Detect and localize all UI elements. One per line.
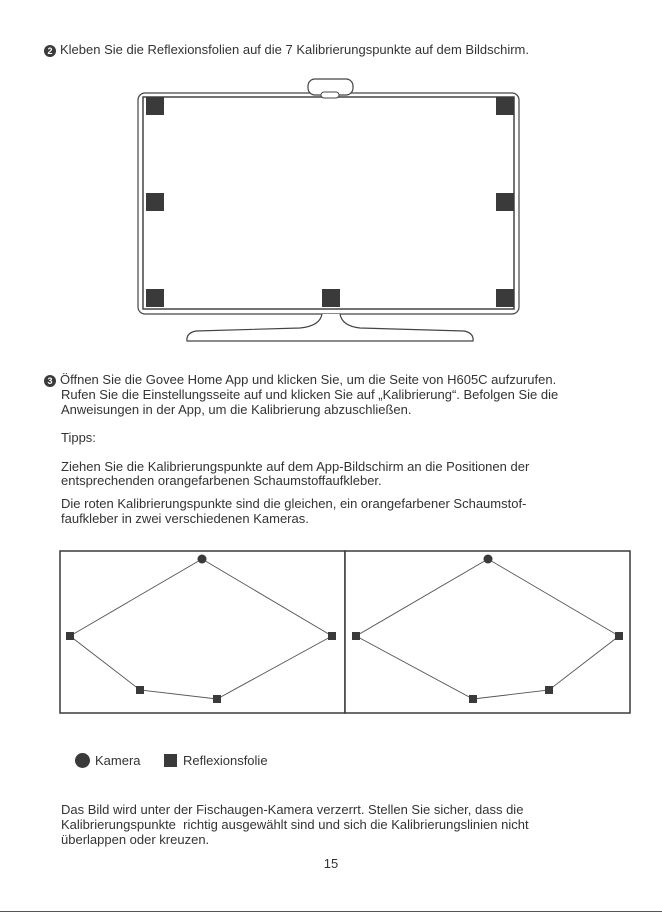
tv-screen bbox=[143, 97, 514, 309]
step-3-line-1: Öffnen Sie die Govee Home App und klicken Sie, um die Seite von H605C aufzurufen. bbox=[60, 372, 557, 387]
tv-illustration bbox=[130, 76, 536, 346]
step-2-number: 2 bbox=[44, 45, 56, 57]
legend-reflector bbox=[164, 753, 268, 769]
reflector-point-right-3 bbox=[545, 686, 553, 694]
tips-para-2-line-2: faufkleber in zwei verschiedenen Kameras. bbox=[61, 511, 309, 526]
step-3-line-2: Rufen Sie die Einstellungsseite auf und klicken Sie auf „Kalibrierung“. Befolgen Sie die bbox=[61, 387, 559, 402]
step-3-number: 3 bbox=[44, 375, 56, 387]
reflector-pad-top-left bbox=[146, 97, 164, 115]
legend-camera bbox=[75, 753, 141, 769]
reflector-pad-bottom-left bbox=[146, 289, 164, 307]
tv-stand bbox=[187, 314, 473, 341]
note-line-3: überlappen oder kreuzen. bbox=[61, 832, 210, 847]
reflector-pad-middle-left bbox=[146, 193, 164, 211]
step-3-line-3: Anweisungen in der App, um die Kalibrierung abzuschließen. bbox=[61, 402, 412, 417]
reflector-legend-icon bbox=[164, 754, 177, 767]
camera-view-left-frame bbox=[60, 551, 345, 713]
camera-legend-icon bbox=[75, 753, 90, 768]
reflector-pad-middle-right bbox=[496, 193, 514, 211]
reflector-point-left-4 bbox=[213, 695, 221, 703]
reflector-pad-bottom-right bbox=[496, 289, 514, 307]
step-2-text: Kleben Sie die Reflexionsfolien auf die 7 Kalibrierungspunkte auf dem Bildschirm. bbox=[60, 42, 529, 57]
note-line-2: Kalibrierungspunkte richtig ausgewählt sind und sich die Kalibrierungslinien nicht bbox=[61, 817, 529, 832]
reflector-point-left-1 bbox=[66, 632, 74, 640]
camera-dot-right bbox=[484, 555, 493, 564]
reflector-point-right-2 bbox=[615, 632, 623, 640]
note-line-1: Das Bild wird unter der Fischaugen-Kamera verzerrt. Stellen Sie sicher, dass die bbox=[61, 802, 524, 817]
reflector-pad-bottom-center bbox=[322, 289, 340, 307]
reflector-point-right-4 bbox=[469, 695, 477, 703]
bottom-rule bbox=[0, 911, 662, 912]
legend-camera-label: Kamera bbox=[95, 753, 141, 768]
camera-lens bbox=[321, 92, 339, 98]
reflector-point-left-3 bbox=[136, 686, 144, 694]
page-number: 15 bbox=[323, 856, 339, 871]
reflector-pad-top-right bbox=[496, 97, 514, 115]
camera-view-right-frame bbox=[345, 551, 630, 713]
reflector-point-right-1 bbox=[352, 632, 360, 640]
camera-dot-left bbox=[198, 555, 207, 564]
tips-para-1-line-2: entsprechenden orangefarbenen Schaumstoffaufkleber. bbox=[61, 473, 382, 488]
tips-para-1-line-1: Ziehen Sie die Kalibrierungspunkte auf dem App-Bildschirm an die Positionen der bbox=[61, 459, 530, 474]
legend-reflector-label: Reflexionsfolie bbox=[183, 753, 268, 768]
step-2 bbox=[44, 43, 529, 58]
tips-heading: Tipps: bbox=[61, 430, 96, 445]
step-3 bbox=[44, 373, 556, 388]
tips-para-2-line-1: Die roten Kalibrierungspunkte sind die gleichen, ein orangefarbener Schaumstof- bbox=[61, 496, 527, 511]
camera-views-diagram bbox=[58, 549, 632, 715]
reflector-point-left-2 bbox=[328, 632, 336, 640]
